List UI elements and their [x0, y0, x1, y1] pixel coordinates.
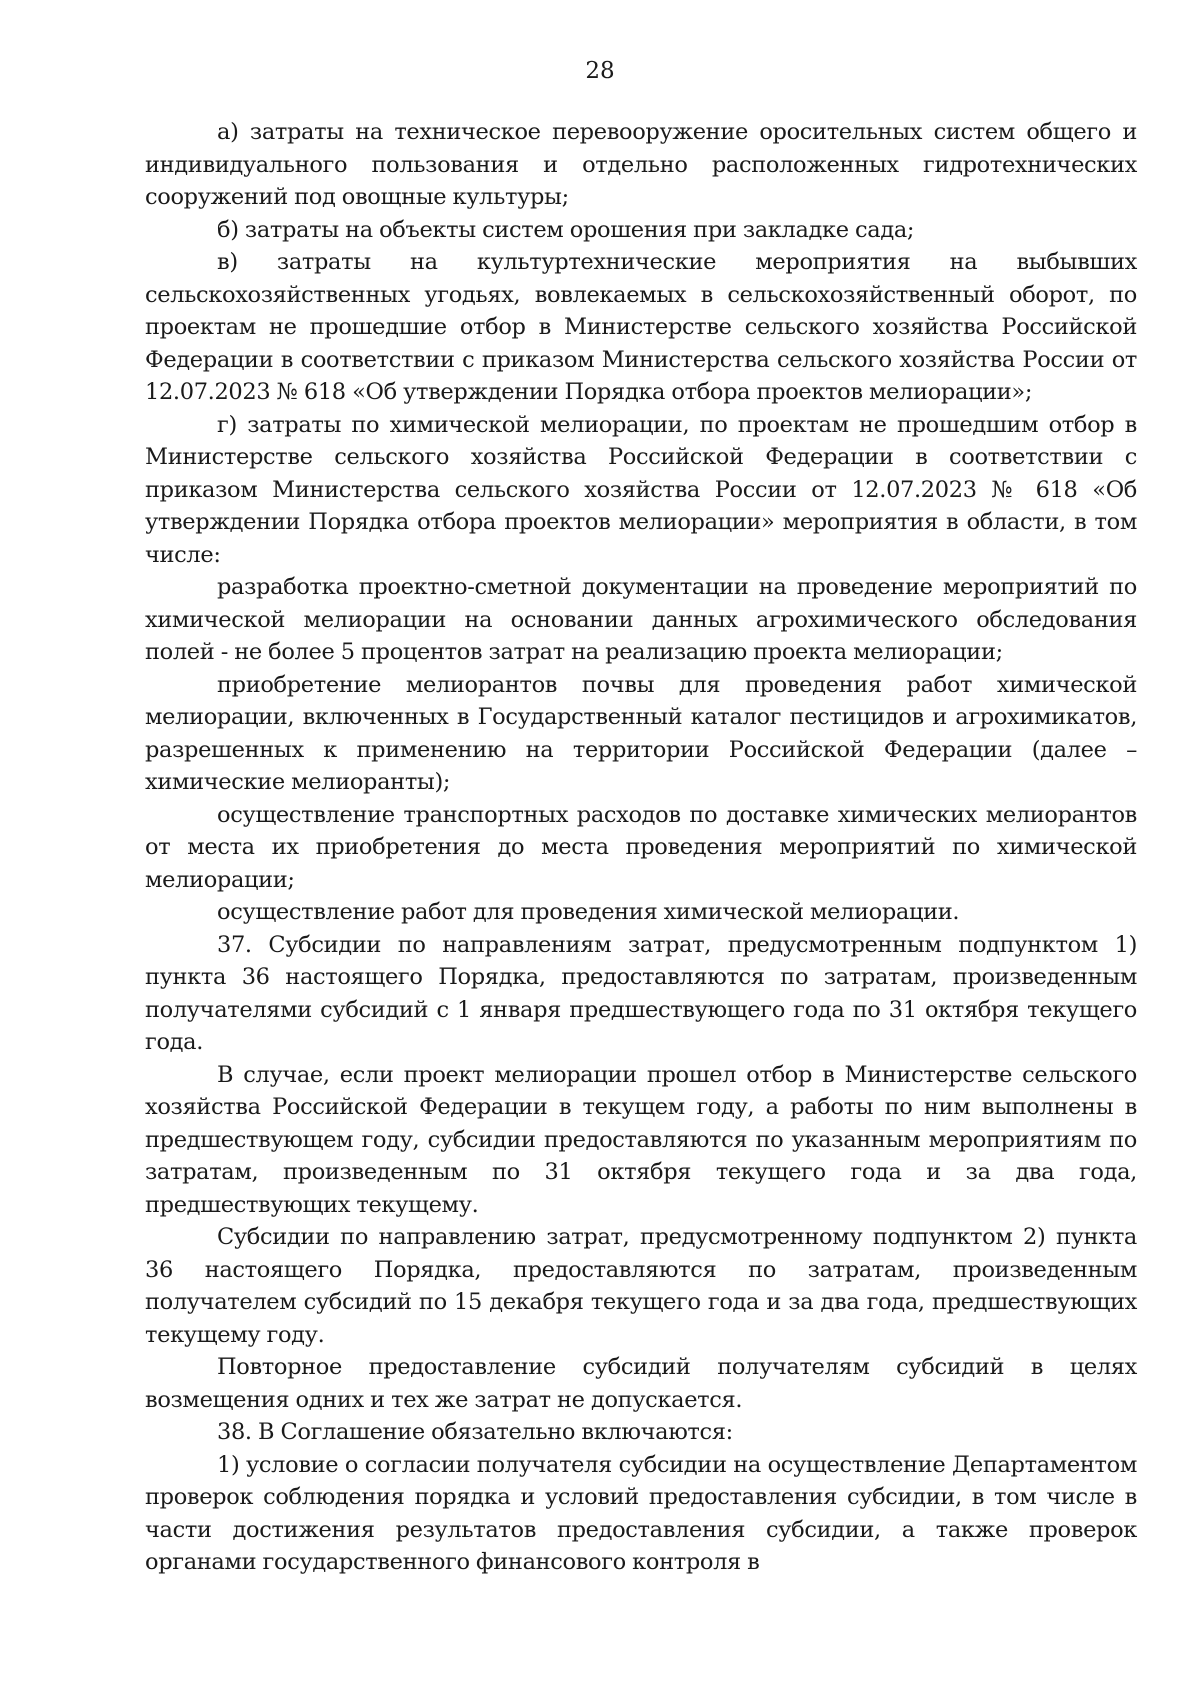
paragraph-item-a: а) затраты на техническое перевооружение оросительных систем общего и индивидуального пользования и отдельно расположенных гидротехнических сооружений под овощные культуры; — [145, 119, 1137, 210]
paragraph-subitem-works: осуществление работ для проведения химической мелиорации. — [217, 899, 960, 925]
paragraph-subitem-transport: осуществление транспортных расходов по доставке химических мелиорантов от места их приобретения до места проведения мероприятий по химической мелиорации; — [145, 801, 1137, 893]
document-body — [145, 116, 1137, 1579]
paragraph-clause-37: 37. Субсидии по направлениям затрат, предусмотренным подпунктом 1) пункта 36 настоящего Порядка, предоставляются по затратам, произведенным получателями субсидий с 1 января предшествующего года по 31 октября текущего года. — [145, 931, 1137, 1055]
paragraph-clause-38: 38. В Соглашение обязательно включаются: — [217, 1419, 733, 1445]
paragraph-subitem-ameliorants: приобретение мелиорантов почвы для проведения работ химической мелиорации, включенных в Государственный каталог пестицидов и агрохимикатов, разрешенных к применению на территории Российской Федерации (далее – химические мелиоранты); — [145, 671, 1137, 795]
paragraph-item-b: б) затраты на объекты систем орошения при закладке сада; — [217, 216, 915, 243]
paragraph-item-g: г) затраты по химической мелиорации, по проектам не прошедшим отбор в Министерстве сельского хозяйства Российской Федерации в соответствии с приказом Министерства сельского хозяйства России от 12.07.2023 № 618 «Об утверждении Порядка отбора проектов мелиорации» мероприятия в области, в том числе: — [145, 411, 1137, 568]
paragraph-subitem-design-docs: разработка проектно-сметной документации на проведение мероприятий по химической мелиорации на основании данных агрохимического обследования полей - не более 5 процентов затрат на реализацию проекта мелиорации; — [145, 574, 1137, 665]
paragraph-clause-37-case: В случае, если проект мелиорации прошел отбор в Министерстве сельского хозяйства Российской Федерации в текущем году, а работы по ним выполнены в предшествующем году, субсидии предоставляются по указанным мероприятиям по затратам, произведенным по 31 октября текущего года и за два года, предшествующих текущему. — [145, 1061, 1137, 1218]
paragraph-clause-38-item-1: 1) условие о согласии получателя субсидии на осуществление Департаментом проверок соблюдения порядка и условий предоставления субсидии, в том числе в части достижения результатов предоставления субсидии, а также проверок органами государственного финансового контроля в — [145, 1451, 1137, 1575]
paragraph-clause-37-repeat: Повторное предоставление субсидий получателям субсидий в целях возмещения одних и тех же затрат не допускается. — [145, 1354, 1137, 1413]
paragraph-clause-37-subsidies: Субсидии по направлению затрат, предусмотренному подпунктом 2) пункта 36 настоящего Порядка, предоставляются по затратам, произведенным получателем субсидий по 15 декабря текущего года и за два года, предшествующих текущему году. — [145, 1224, 1137, 1348]
paragraph-item-v: в) затраты на культуртехнические мероприятия на выбывших сельскохозяйственных угодьях, вовлекаемых в сельскохозяйственный оборот, по проектам не прошедшие отбор в Министерстве сельского хозяйства Российской Федерации в соответствии с приказом Министерства сельского хозяйства России от 12.07.2023 № 618 «Об утверждении Порядка отбора проектов мелиорации»; — [145, 249, 1137, 405]
page-number: 28 — [585, 58, 615, 84]
